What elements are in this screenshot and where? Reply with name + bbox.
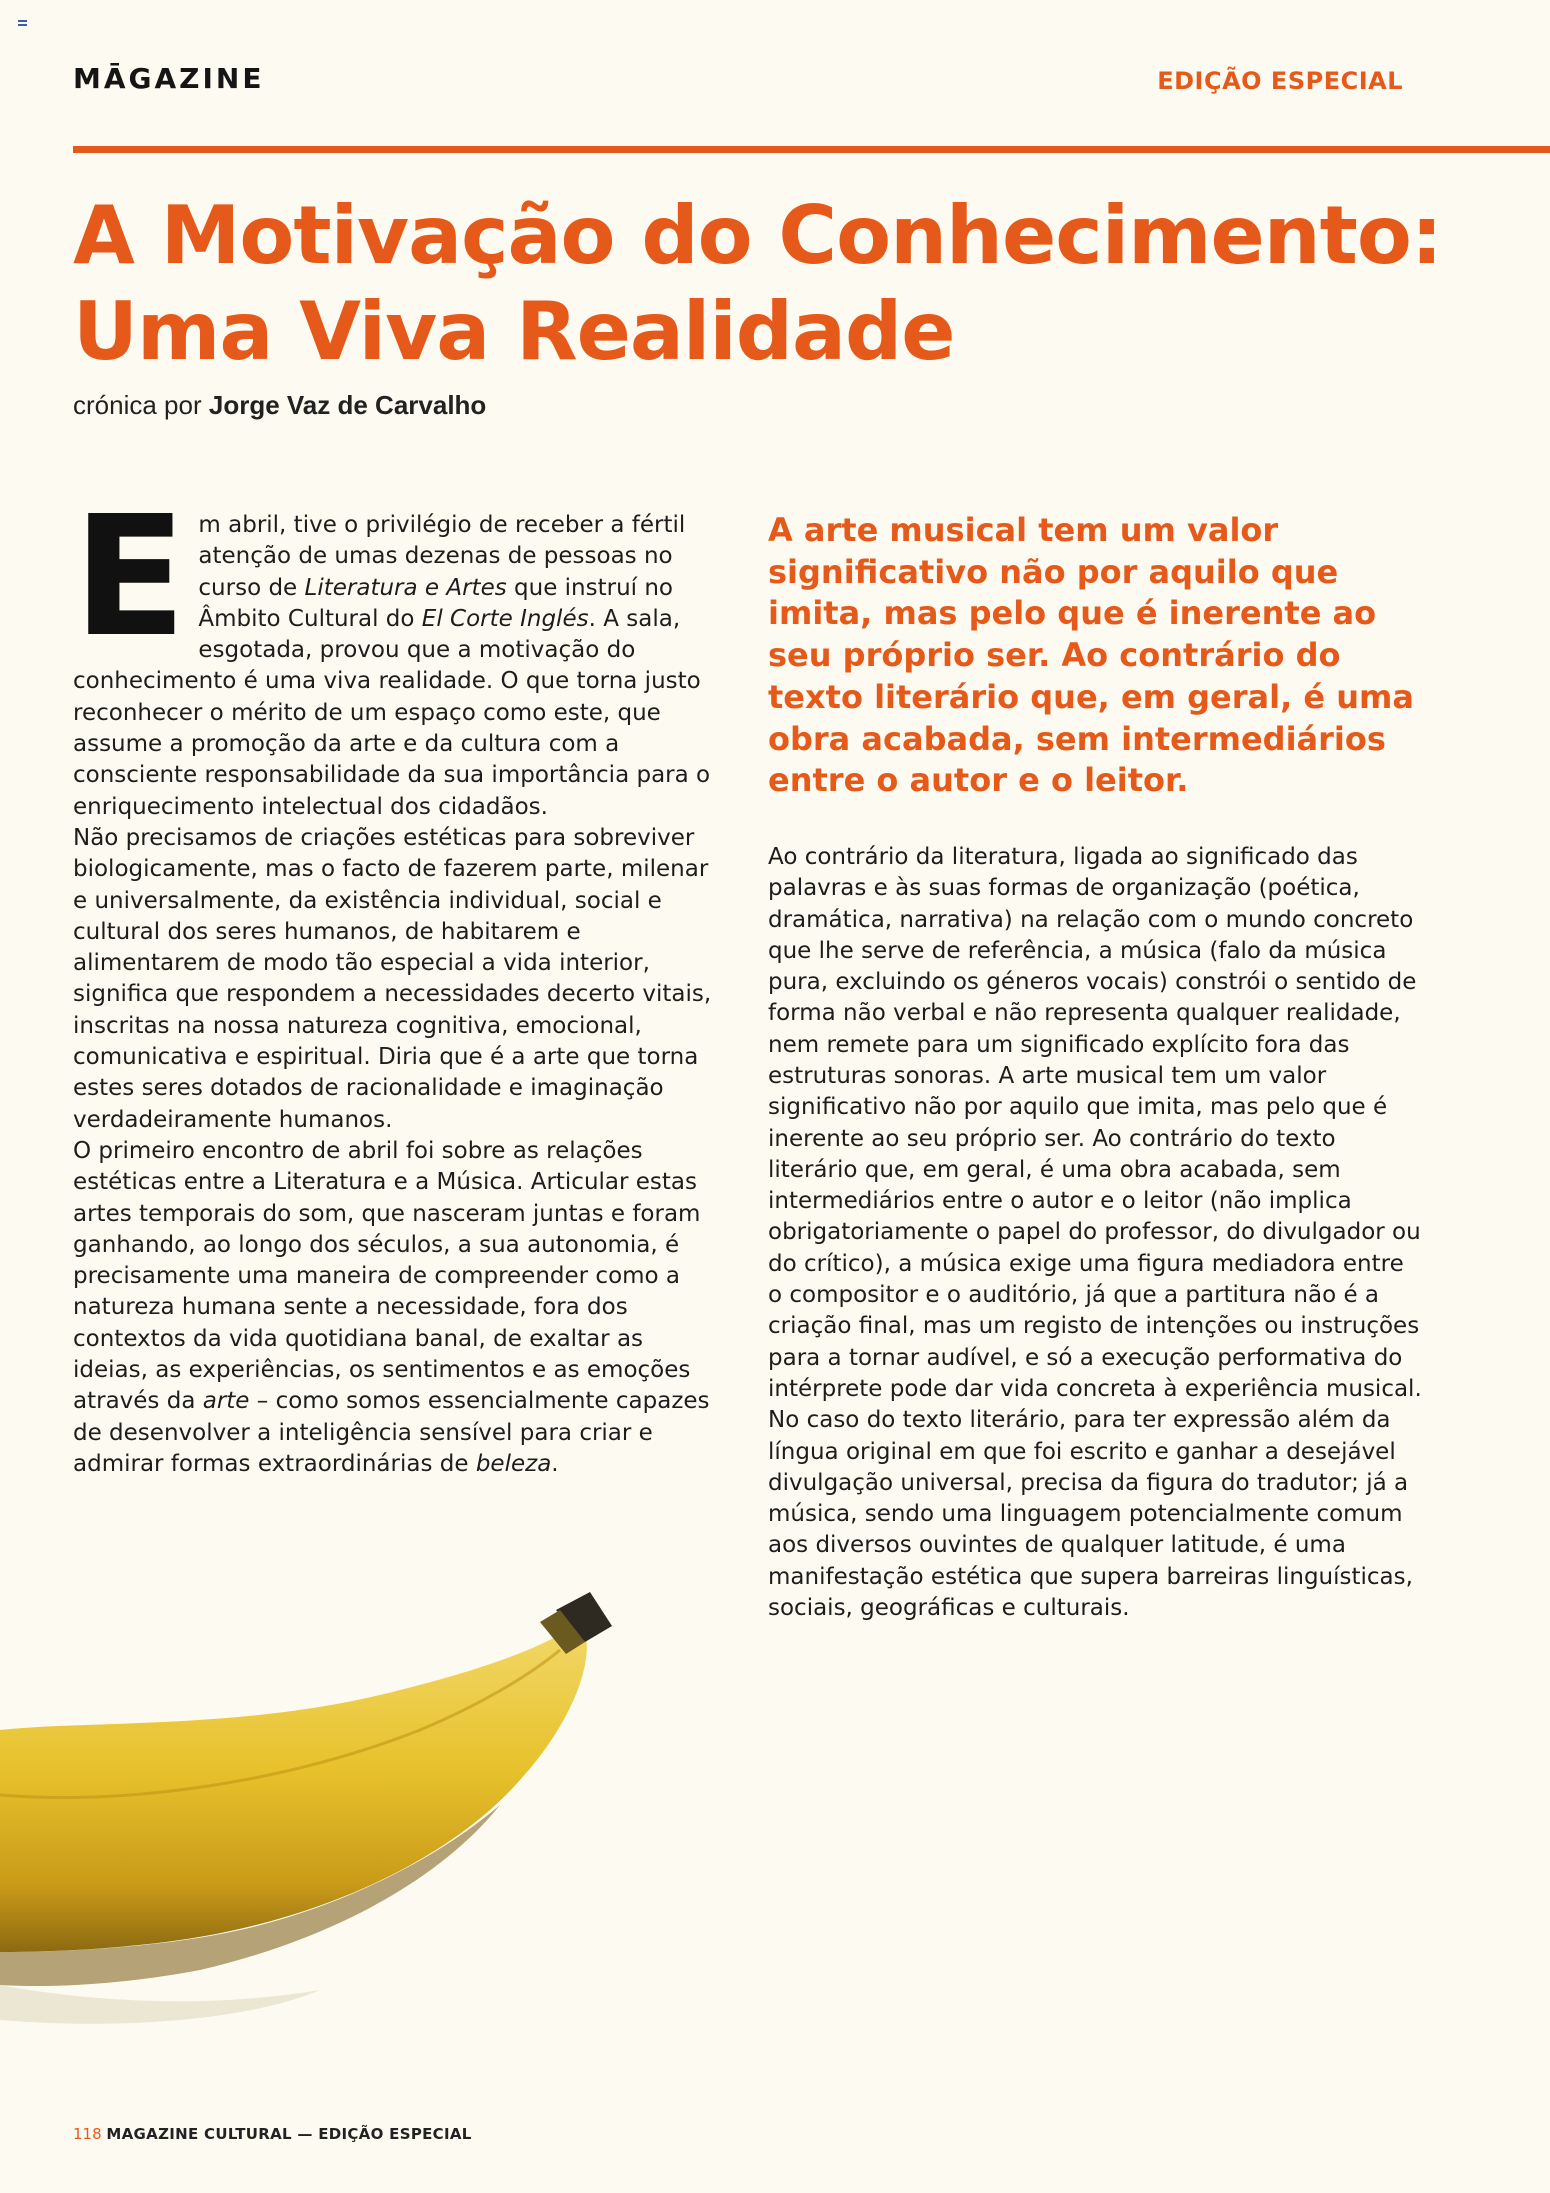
- header-rule: [73, 146, 1550, 153]
- paragraph-2: Não precisamos de criações estéticas para sobreviver biologicamente, mas o facto de fazerem parte, milenar e universalmente, da existência individual, social e cultural dos seres humanos, de habitarem e alimentarem de modo tão especial a vida interior, significa que respondem a necessidades decerto vitais, inscritas na nossa natureza cognitiva, emocional, comunicativa e espiritual. Diria que é a arte que torna estes seres dotados de racionalidade e imaginação verdadeiramente humanos.: [73, 824, 712, 1133]
- section-label: EDIÇÃO ESPECIAL: [1157, 67, 1403, 95]
- paragraph-3: O primeiro encontro de abril foi sobre as relações estéticas entre a Literatura e a Música. Articular estas artes temporais do som, que nasceram juntas e foram ganhando, ao longo dos séculos, a sua autonomia, é precisamente uma maneira de compreender como a natureza humana sente a necessidade, fora dos contextos da vida quotidiana banal, de exaltar as ideias, as experiências, os sentimentos e as emoções através da arte – como somos essencialmente capazes de desenvolver a inteligência sensível para criar e admirar formas extraordinárias de beleza.: [73, 1137, 710, 1477]
- article-title: [73, 188, 1493, 380]
- author-name: Jorge Vaz de Carvalho: [208, 390, 487, 420]
- byline-prefix: crónica por: [73, 390, 202, 420]
- footer-title: MAGAZINE CULTURAL — EDIÇÃO ESPECIAL: [106, 2125, 472, 2143]
- right-body: [768, 842, 1423, 1624]
- left-column: [73, 481, 713, 1480]
- corner-mark: [18, 20, 27, 26]
- page-number: 118: [73, 2125, 102, 2143]
- title-line-2: Uma Viva Realidade: [73, 285, 955, 378]
- magazine-logo: MĀGAZINE: [73, 62, 265, 95]
- byline: [73, 390, 486, 421]
- paragraph-4: Ao contrário da literatura, ligada ao significado das palavras e às suas formas de organização (poética, dramática, narrativa) na relação com o mundo concreto que lhe serve de referência, a música (falo da música pura, excluindo os géneros vocais) constrói o sentido de forma não verbal e não representa qualquer realidade, nem remete para um significado explícito fora das estruturas sonoras. A arte musical tem um valor significativo não por aquilo que imita, mas pelo que é inerente ao seu próprio ser. Ao contrário do texto literário que, em geral, é uma obra acabada, sem intermediários entre o autor e o leitor (não implica obrigatoriamente o papel do professor, do divulgador ou do crítico), a música exige uma figura mediadora entre o compositor e o auditório, já que a partitura não é a criação final, mas um registo de intenções ou instruções para a tornar audível, e só a execução performativa do intérprete pode dar vida concreta à experiência musical.: [768, 843, 1422, 1402]
- pull-quote: A arte musical tem um valor significativo não por aquilo que imita, mas pelo que é inerente ao seu próprio ser. Ao contrário do texto literário que, em geral, é uma obra acabada, sem intermediários entre o autor e o leitor.: [768, 511, 1414, 800]
- paragraph-5: No caso do texto literário, para ter expressão além da língua original em que foi escrito e ganhar a desejável divulgação universal, precisa da figura do tradutor; já a música, sendo uma linguagem potencialmente comum aos diversos ouvintes de qualquer latitude, é uma manifestação estética que supera barreiras linguísticas, sociais, geográficas e culturais.: [768, 1407, 1413, 1622]
- page-footer: [73, 2125, 472, 2143]
- drop-cap: E: [73, 481, 187, 674]
- paragraph-1: m abril, tive o privilégio de receber a fértil atenção de umas dezenas de pessoas no curso de Literatura e Artes que instruí no Âmbito Cultural do El Corte Inglés. A sala, esgotada, provou que a motivação do conhecimento é uma viva realidade. O que torna justo reconhecer o mérito de um espaço como este, que assume a promoção da arte e da cultura com a consciente responsabilidade da sua importância para o enriquecimento intelectual dos cidadãos.: [73, 512, 711, 820]
- banana-illustration: [0, 1580, 640, 2080]
- right-column: [768, 510, 1423, 1624]
- title-line-1: A Motivação do Conhecimento:: [73, 189, 1442, 282]
